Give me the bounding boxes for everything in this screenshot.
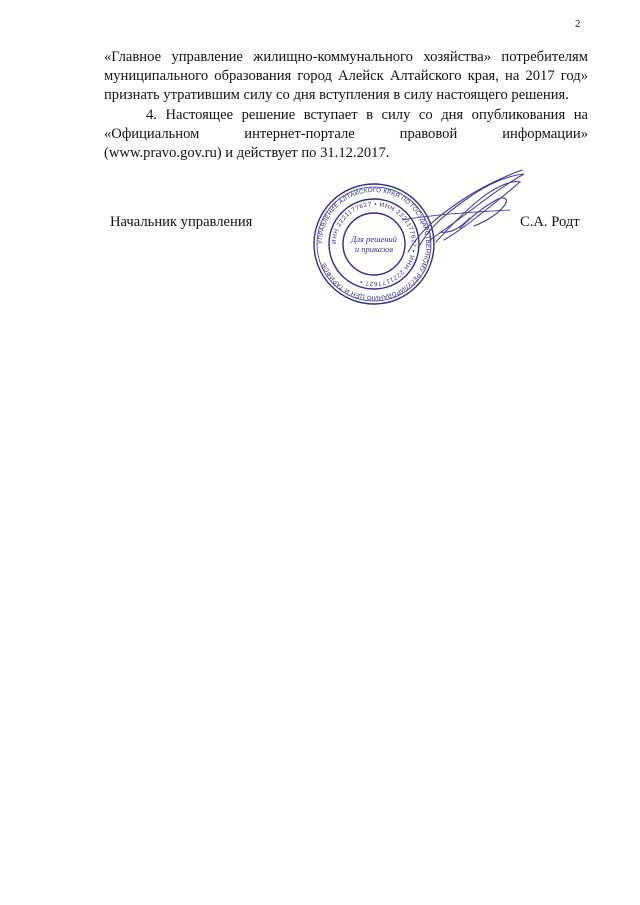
signatory-name: С.А. Родт xyxy=(520,214,580,230)
signatory-title: Начальник управления xyxy=(110,214,253,230)
signature-stroke xyxy=(408,170,522,252)
paragraph-line: «Официальном интернет-портале правовой информации» xyxy=(104,126,588,142)
seal-outer-text: УПРАВЛЕНИЕ АЛТАЙСКОГО КРАЯ ПО ГОСУДАРСТВЕННОМУ РЕГУЛИРОВАНИЮ ЦЕН И ТАРИФОВ xyxy=(316,186,432,302)
paragraph-line: 4. Настоящее решение вступает в силу со дня опубликования на xyxy=(146,107,588,123)
handwritten-signature xyxy=(400,160,530,260)
paragraph-line: «Главное управление жилищно-коммунального хозяйства» потребителям xyxy=(104,49,588,65)
seal-center-line-1: Для решений xyxy=(350,234,398,244)
seal-center-line-2: и приказов xyxy=(354,244,394,254)
paragraph-line: признать утратившим силу со дня вступления в силу настоящего решения. xyxy=(104,87,569,103)
paragraph-repeal xyxy=(104,48,588,105)
signature-stroke xyxy=(418,174,524,248)
signature-graphic xyxy=(400,160,530,260)
paragraph-line: (www.pravo.gov.ru) и действует по 31.12.2017. xyxy=(104,145,390,161)
seal-inn-text: ИНН 2221177627 • ИНН 2221177627 • ИНН 2221177627 • xyxy=(330,200,418,288)
paragraph-line: муниципального образования город Алейск Алтайского края, на 2017 год» xyxy=(104,68,588,84)
page-number: 2 xyxy=(575,18,581,30)
paragraph-effective-date xyxy=(104,106,588,163)
